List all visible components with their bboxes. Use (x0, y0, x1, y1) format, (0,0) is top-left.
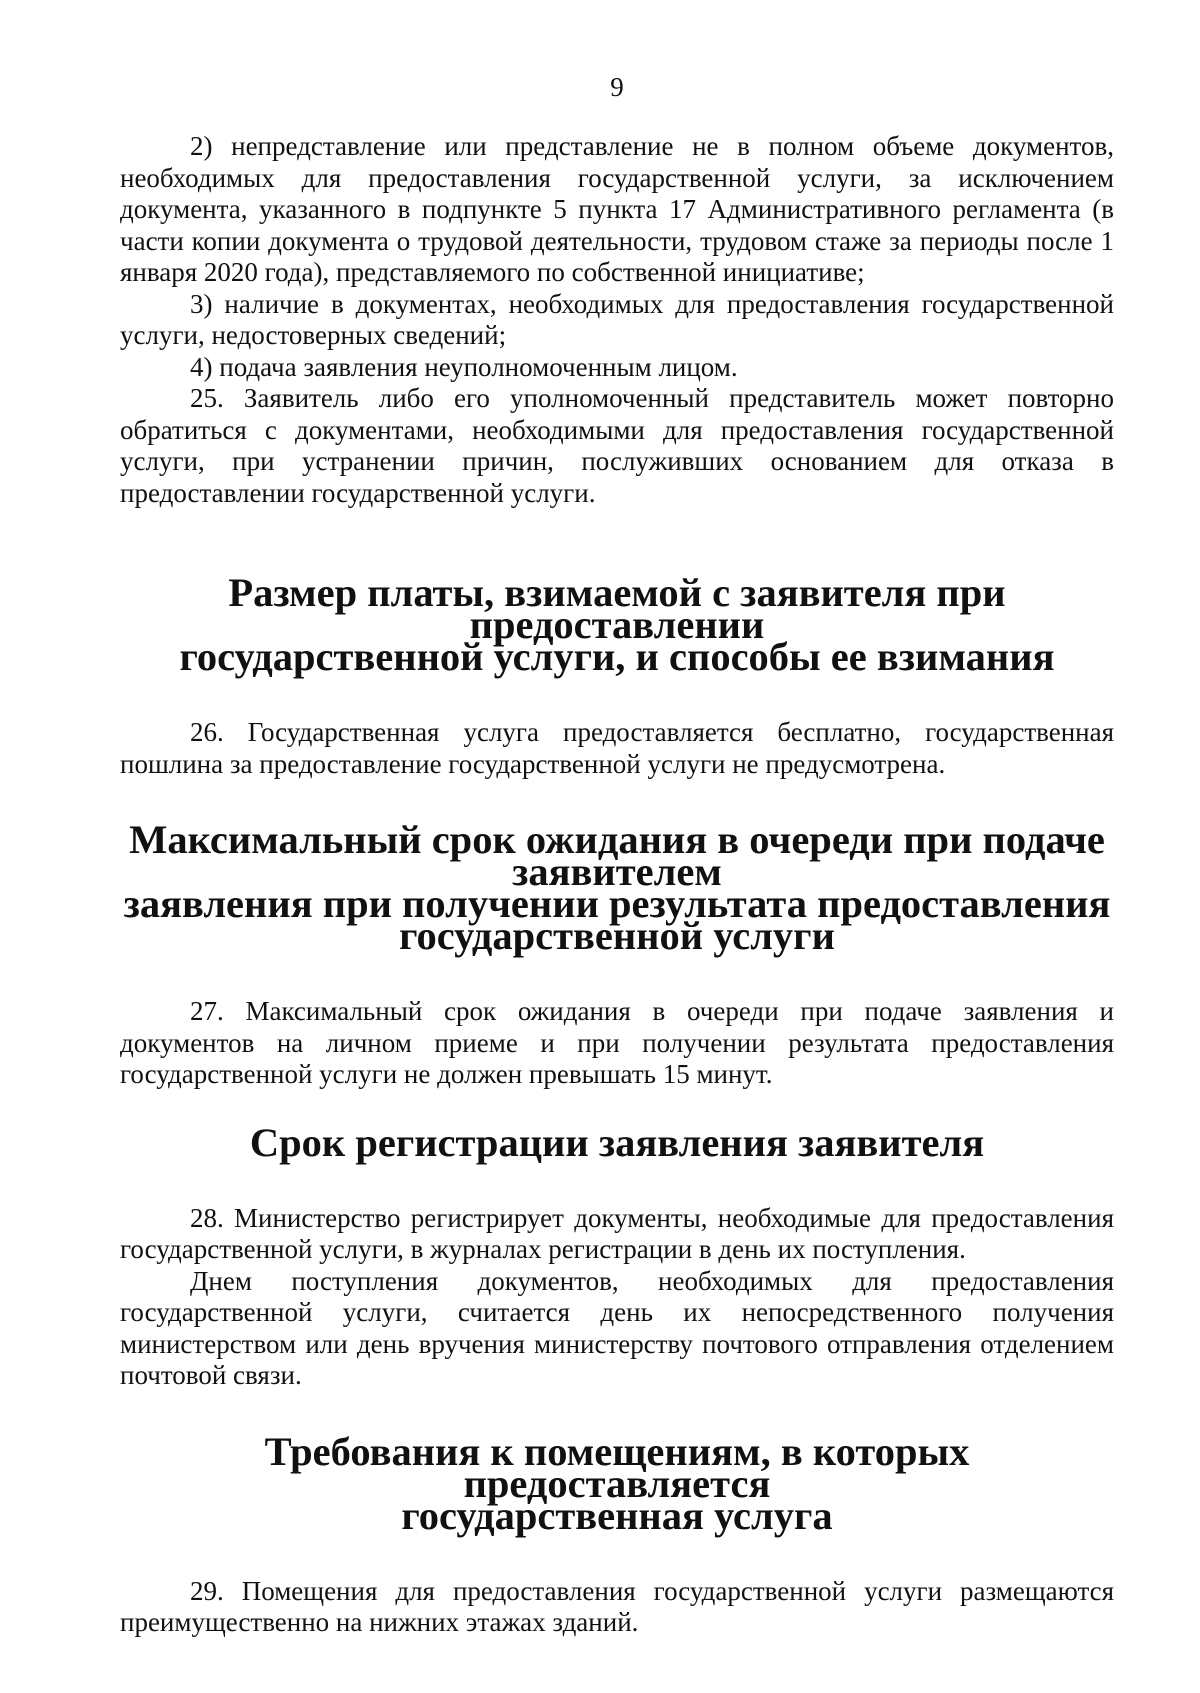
paragraph-25: 25. Заявитель либо его уполномоченный представитель может повторно обратиться с документами, необходимыми для предоставления государственной услуги, при устранении причин, послуживших основанием для отказа в предоставлении государственной услуги. (120, 383, 1114, 508)
heading-registration-term-line-1: Срок регистрации заявления заявителя (249, 1119, 985, 1165)
page-content (120, 72, 1114, 1639)
paragraph-26: 26. Государственная услуга предоставляется бесплатно, государственная пошлина за предоставление государственной услуги не предусмотрена. (120, 717, 1114, 779)
paragraph-28: 28. Министерство регистрирует документы, необходимые для предоставления государственной услуги, в журналах регистрации в день их поступления. (120, 1202, 1114, 1264)
heading-queue-time-line-3: государственной услуги (399, 913, 835, 958)
heading-premises (120, 1428, 1114, 1538)
paragraph-28-receipt-day: Днем поступления документов, необходимых для предоставления государственной услуги, считается день их непосредственного получения министерством или день вручения министерству почтового отправления отделением почтовой связи. (120, 1265, 1114, 1390)
paragraph-29: 29. Помещения для предоставления государственной услуги размещаются преимущественно на нижних этажах зданий. (120, 1575, 1114, 1637)
paragraph-refusal-reason-3: 3) наличие в документах, необходимых для предоставления государственной услуги, недостоверных сведений; (120, 288, 1114, 350)
paragraph-27: 27. Максимальный срок ожидания в очереди при подаче заявления и документов на личном приеме и при получении результата предоставления государственной услуги не должен превышать 15 минут. (120, 996, 1114, 1089)
heading-queue-time-line-1: Максимальный срок ожидания в очереди при подаче заявителем (129, 817, 1105, 894)
heading-fee (120, 570, 1114, 679)
heading-registration-term (120, 1119, 1114, 1165)
page-number: 9 (610, 72, 624, 102)
heading-premises-line-1: Требования к помещениям, в которых предоставляется (264, 1428, 970, 1506)
heading-queue-time-line-2: заявления при получении результата предоставления (123, 881, 1111, 926)
paragraph-refusal-reason-4: 4) подача заявления неуполномоченным лицом. (190, 351, 738, 382)
heading-fee-line-2: государственной услуги, и способы ее взимания (179, 634, 1055, 679)
heading-queue-time (120, 817, 1114, 958)
heading-fee-line-1: Размер платы, взимаемой с заявителя при предоставлении (228, 570, 1006, 647)
heading-premises-line-2: государственная услуга (401, 1492, 833, 1538)
paragraph-refusal-reason-2: 2) непредставление или представление не в полном объеме документов, необходимых для предоставления государственной услуги, за исключением документа, указанного в подпункте 5 пункта 17 Административного регламента (в части копии документа о трудовой деятельности, трудовом стаже за периоды после 1 января 2020 года), представляемого по собственной инициативе; (120, 131, 1114, 287)
